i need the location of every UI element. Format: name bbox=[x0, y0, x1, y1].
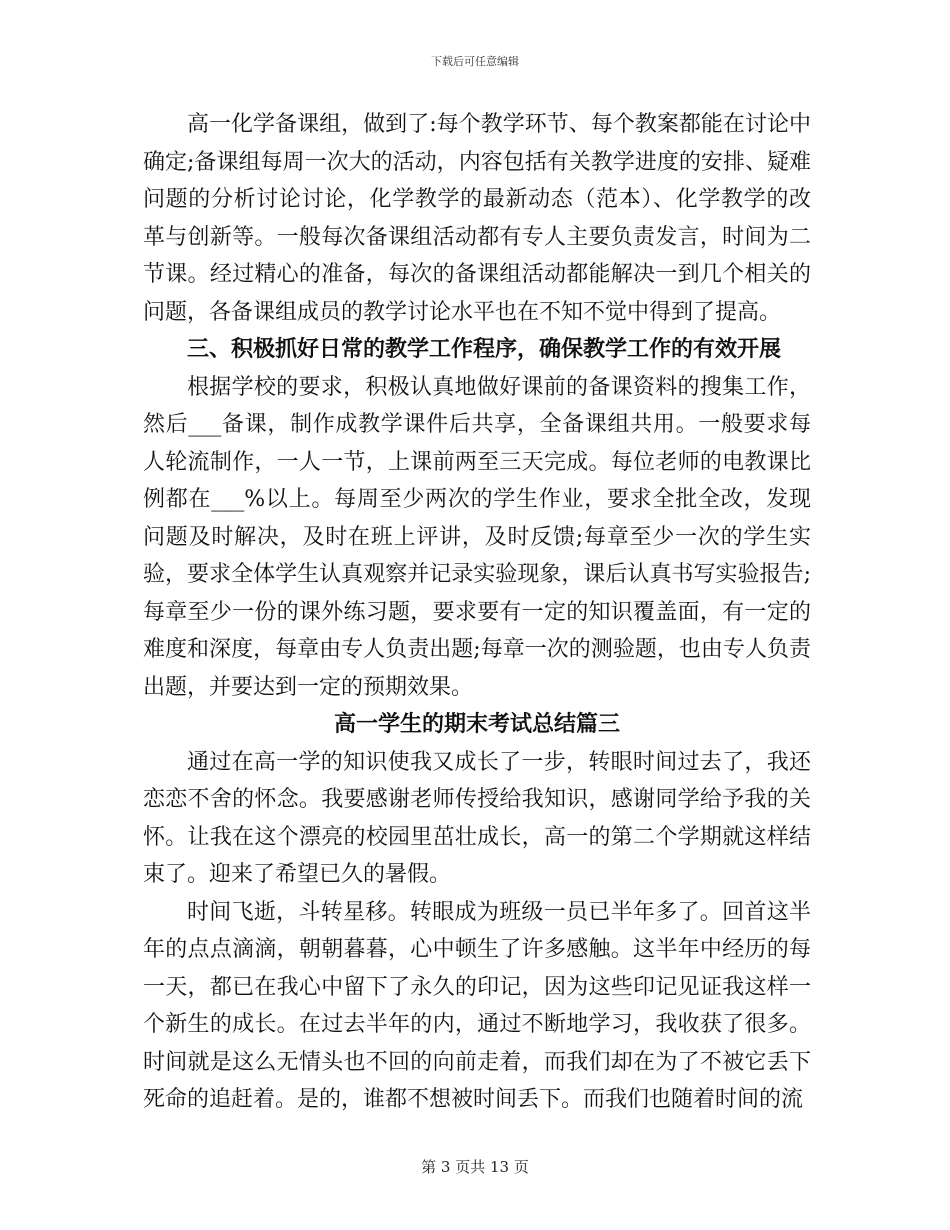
page-number: 第 3 页共 13 页 bbox=[421, 1158, 529, 1176]
document-body bbox=[143, 106, 811, 1119]
paragraph-growth: 通过在高一学的知识使我又成长了一步，转眼时间过去了，我还恋恋不舍的怀念。我要感谢老师传授给我知识，感谢同学给予我的关怀。让我在这个漂亮的校园里茁壮成长，高一的第二个学期就这样结束了。迎来了希望已久的暑假。 bbox=[143, 749, 811, 887]
header-note: 下载后可任意编辑 bbox=[431, 55, 519, 68]
paragraph-time-flies: 时间飞逝，斗转星移。转眼成为班级一员已半年多了。回首这半年的点点滴滴，朝朝暮暮，心中顿生了许多感触。这半年中经历的每一天，都已在我心中留下了永久的印记，因为这些印记见证我这样一个新生的成长。在过去半年的内，通过不断地学习，我收获了很多。时间就是这么无情头也不回的向前走着，而我们却在为了不被它丢下死命的追赶着。是的，谁都不想被时间丢下。而我们也随着时间的流 bbox=[143, 899, 811, 1112]
article-title: 高一学生的期末考试总结篇三 bbox=[333, 711, 620, 737]
paragraph-lesson-prep-group: 高一化学备课组，做到了:每个教学环节、每个教案都能在讨论中确定;备课组每周一次大的活动，内容包括有关教学进度的安排、疑难问题的分析讨论讨论，化学教学的最新动态（范本）、化学教学的改革与创新等。一般每次备课组活动都有专人主要负责发言，时间为二节课。经过精心的准备，每次的备课组活动都能解决一到几个相关的问题，各备课组成员的教学讨论水平也在不知不觉中得到了提高。 bbox=[143, 112, 811, 325]
section-heading-three: 三、积极抓好日常的教学工作程序，确保教学工作的有效开展 bbox=[187, 336, 782, 362]
paragraph-teaching-procedure: 根据学校的要求，积极认真地做好课前的备课资料的搜集工作，然后___备课，制作成教学课件后共享，全备课组共用。一般要求每人轮流制作，一人一节，上课前两至三天完成。每位老师的电教课比例都在___%以上。每周至少两次的学生作业，要求全批全改，发现问题及时解决，及时在班上评讲，及时反馈;每章至少一次的学生实验，要求全体学生认真观察并记录实验现象，课后认真书写实验报告;每章至少一份的课外练习题，要求要有一定的知识覆盖面，有一定的难度和深度，每章由专人负责出题;每章一次的测验题，也由专人负责出题，并要达到一定的预期效果。 bbox=[143, 374, 811, 700]
